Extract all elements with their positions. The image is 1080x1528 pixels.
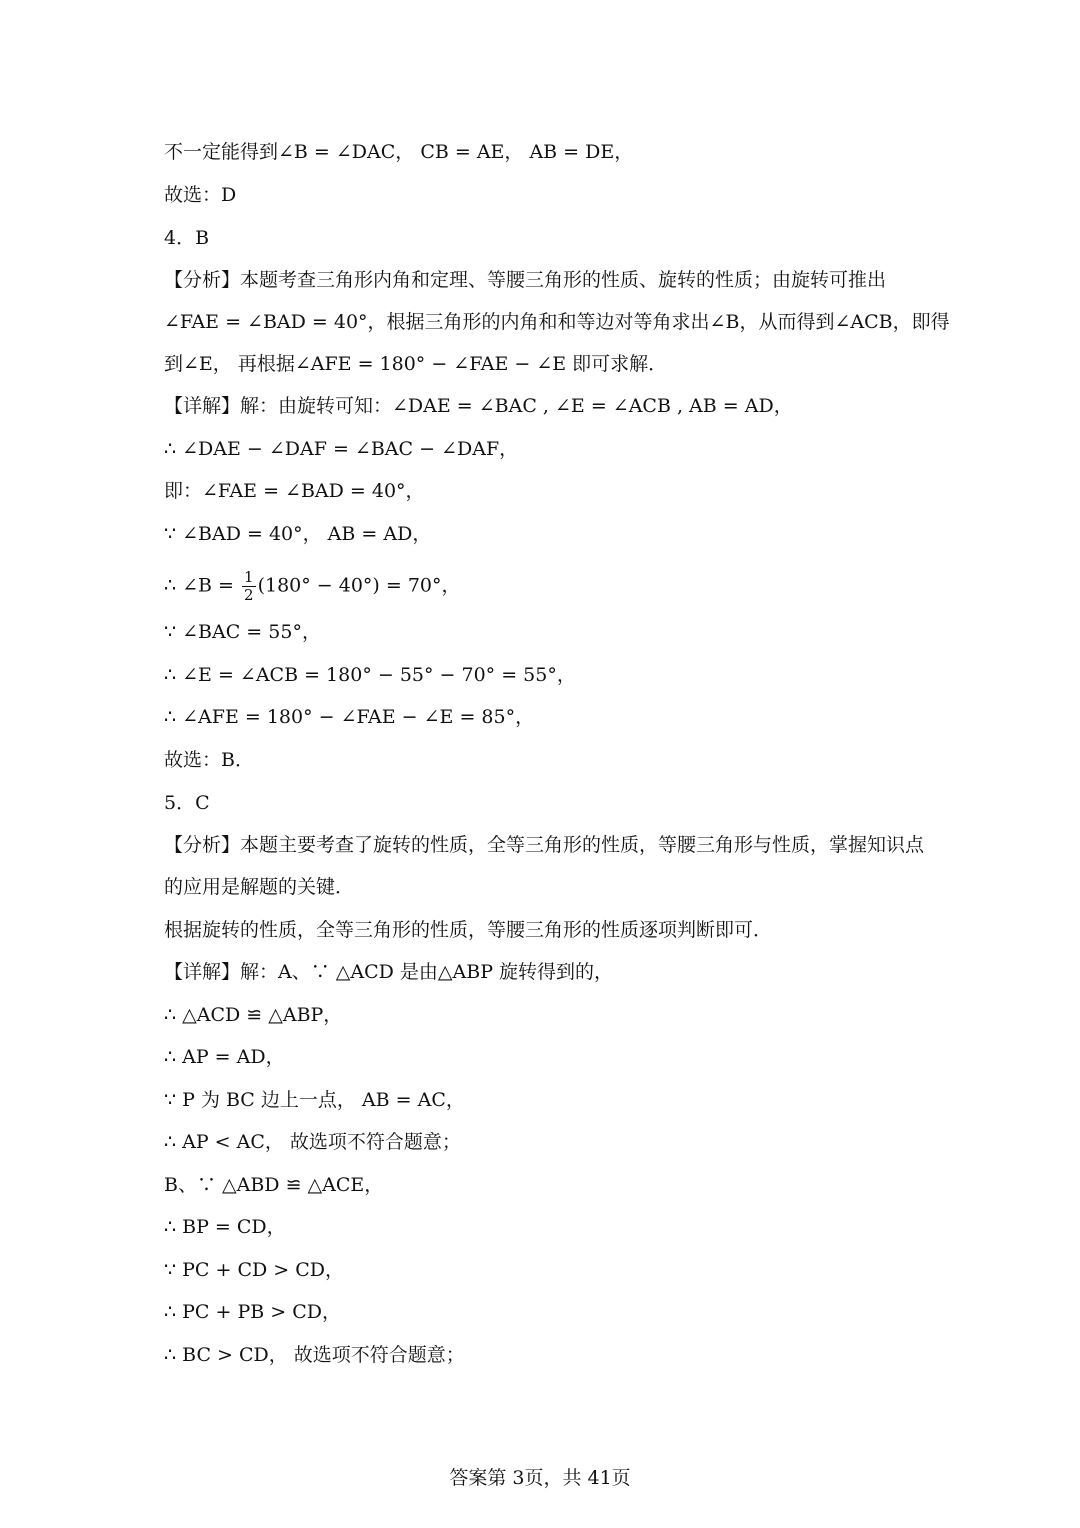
solution-line: ∴ △ACD ≌ △ABP， xyxy=(164,1004,343,1026)
solution-line: ∴ PC + PB > CD， xyxy=(164,1301,341,1323)
text-line: 不一定能得到∠B = ∠DAC， CB = AE， AB = DE， xyxy=(164,141,634,163)
question-number: 4．B xyxy=(164,227,210,249)
solution-line: ∵ PC + CD > CD， xyxy=(164,1259,344,1281)
fraction-line xyxy=(164,569,1020,604)
question-number: 5．C xyxy=(164,792,210,814)
solution-line: B、∵ △ABD ≌ △ACE， xyxy=(164,1174,384,1196)
text-line: 故选：B． xyxy=(164,749,254,771)
solution-line: ∴ ∠AFE = 180° − ∠FAE − ∠E = 85°， xyxy=(164,706,535,728)
page-footer: 答案第 3页，共 41页 xyxy=(449,1467,631,1489)
analysis-line: ∠FAE = ∠BAD = 40°，根据三角形的内角和和等边对等角求出∠B，从而得到∠ACB，即得 xyxy=(164,311,950,333)
fraction-denominator: 2 xyxy=(244,586,254,604)
solution-line: ∵ P 为 BC 边上一点， AB = AC， xyxy=(164,1089,465,1111)
text-line: 故选：D xyxy=(164,184,237,206)
analysis-line: 到∠E， 再根据∠AFE = 180° − ∠FAE − ∠E 即可求解． xyxy=(164,353,668,375)
solution-line: ∵ ∠BAD = 40°， AB = AD， xyxy=(164,523,432,545)
solution-line: ∴ BP = CD， xyxy=(164,1216,286,1238)
solution-line: ∴ BC > CD， 故选项不符合题意； xyxy=(164,1344,465,1366)
solution-line: ∴ ∠DAE − ∠DAF = ∠BAC − ∠DAF， xyxy=(164,438,519,460)
fraction-prefix: ∴ ∠B = xyxy=(164,574,241,597)
solution-line: ∴ AP < AC， 故选项不符合题意； xyxy=(164,1131,461,1153)
solution-line: 即：∠FAE = ∠BAD = 40°， xyxy=(164,480,425,502)
analysis-line: 【分析】本题考查三角形内角和定理、等腰三角形的性质、旋转的性质；由旋转可推出 xyxy=(164,269,887,291)
solution-line: ∵ ∠BAC = 55°， xyxy=(164,621,321,643)
fraction-numerator: 1 xyxy=(244,568,254,586)
solution-line: ∴ AP = AD， xyxy=(164,1046,285,1068)
analysis-line: 【分析】本题主要考查了旋转的性质，全等三角形的性质，等腰三角形与性质，掌握知识点 xyxy=(164,834,925,856)
fraction-suffix: (180° − 40°) = 70°， xyxy=(257,574,461,597)
fraction xyxy=(242,569,256,604)
solution-line: 【详解】解：由旋转可知：∠DAE = ∠BAC , ∠E = ∠ACB , AB = AD， xyxy=(164,395,793,417)
analysis-line: 根据旋转的性质，全等三角形的性质，等腰三角形的性质逐项判断即可． xyxy=(164,919,773,941)
analysis-line: 的应用是解题的关键． xyxy=(164,876,355,898)
solution-line: ∴ ∠E = ∠ACB = 180° − 55° − 70° = 55°， xyxy=(164,664,576,686)
solution-line: 【详解】解：A、∵ △ACD 是由△ABP 旋转得到的， xyxy=(164,961,614,983)
